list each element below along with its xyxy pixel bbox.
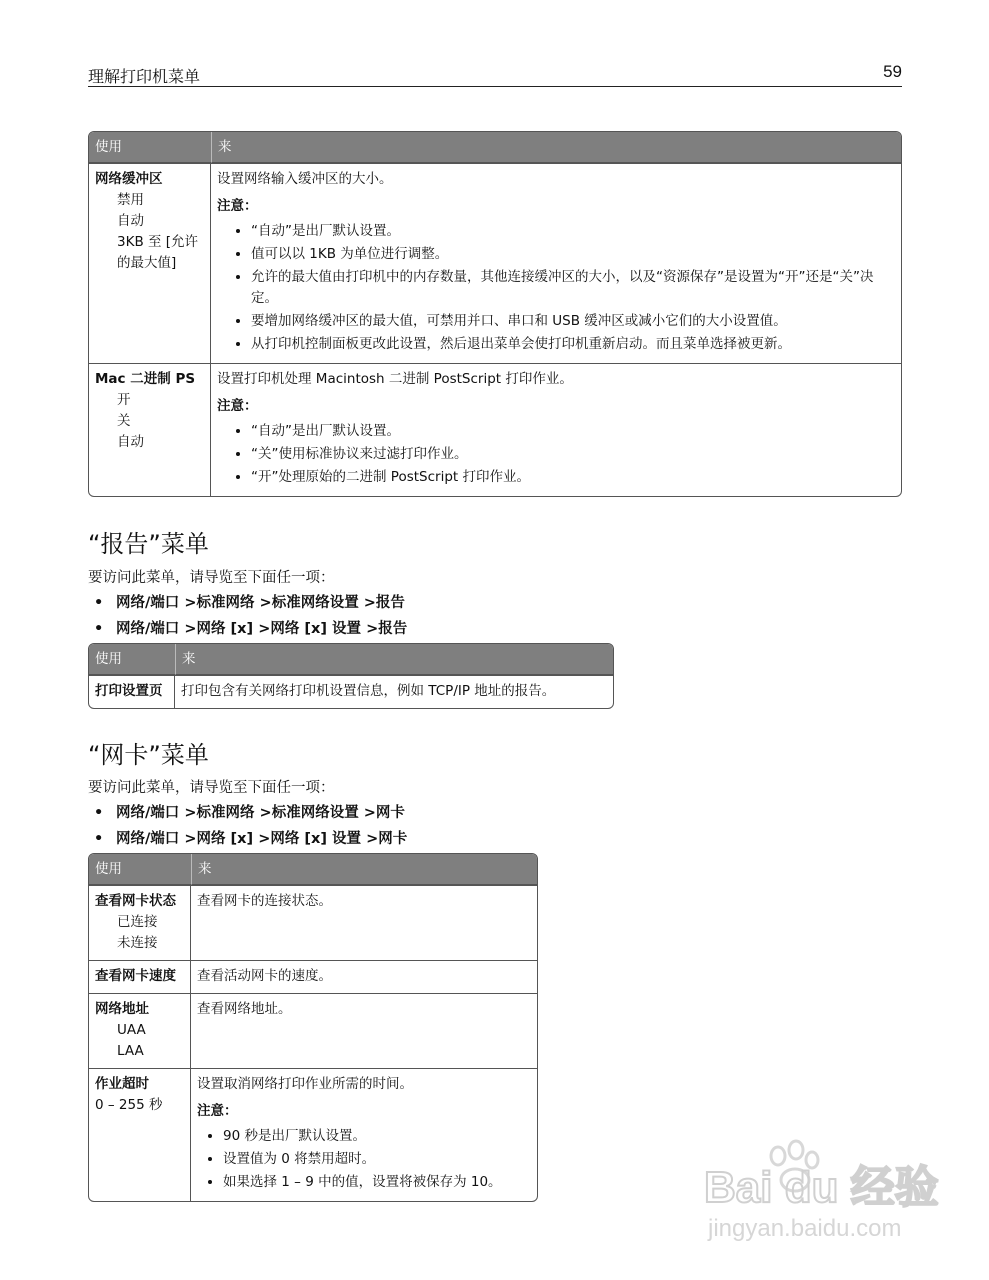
- nav-path-text: 网络/端口 >标准网络 >标准网络设置 >网卡: [116, 805, 405, 821]
- option: 自动: [117, 434, 144, 450]
- section-heading-reports: “报告”菜单: [88, 530, 209, 558]
- note-label: 注意：: [217, 398, 258, 414]
- setting-description: 设置网络输入缓冲区的大小。: [217, 171, 393, 187]
- setting-description: 打印包含有关网络打印机设置信息，例如 TCP/IP 地址的报告。: [181, 683, 556, 699]
- table-header-row: [89, 644, 613, 675]
- nav-path-text: 网络/端口 >标准网络 >标准网络设置 >报告: [116, 595, 405, 611]
- paw-logo-icon: [700, 1130, 940, 1250]
- option: 关: [117, 413, 131, 429]
- bullet-icon: •: [94, 595, 104, 611]
- nav-path: [94, 617, 407, 638]
- setting-name: Mac 二进制 PS: [95, 371, 196, 387]
- setting-name: 网络缓冲区: [95, 171, 163, 187]
- column-header-purpose: 来: [175, 644, 613, 675]
- list-item: • 值可以以 1KB 为单位进行调整。: [251, 244, 895, 265]
- option: 已连接: [117, 914, 158, 930]
- column-header-purpose: 来: [211, 132, 901, 163]
- notes-list: [217, 421, 895, 488]
- table-row: [89, 675, 613, 708]
- option: UAA: [117, 1022, 146, 1038]
- option: 自动: [117, 213, 144, 229]
- baidu-watermark: [700, 1130, 940, 1250]
- list-item: • 设置值为 0 将禁用超时。: [223, 1149, 531, 1170]
- table-row: [89, 993, 537, 1068]
- reports-table: [88, 643, 614, 709]
- setting-description: 设置打印机处理 Macintosh 二进制 PostScript 打印作业。: [217, 371, 573, 387]
- table-row: [89, 163, 901, 363]
- list-item: • “自动”是出厂默认设置。: [251, 221, 895, 242]
- option: 未连接: [117, 935, 158, 951]
- list-item: • 如果选择 1 – 9 中的值，设置将被保存为 10。: [223, 1172, 531, 1193]
- list-item: • “开”处理原始的二进制 PostScript 打印作业。: [251, 467, 895, 488]
- bullet-icon: •: [94, 621, 104, 637]
- page-header: [88, 58, 902, 87]
- section-intro: 要访问此菜单，请导览至下面任一项：: [88, 570, 335, 586]
- column-header-purpose: 来: [191, 854, 537, 885]
- setting-description: 查看活动网卡的速度。: [197, 968, 332, 984]
- nav-path-text: 网络/端口 >网络 [x] >网络 [x] 设置 >报告: [116, 621, 408, 637]
- note-label: 注意：: [197, 1103, 238, 1119]
- header-title: 理解打印机菜单: [88, 67, 201, 86]
- table-header-row: [89, 854, 537, 885]
- table-header-row: [89, 132, 901, 163]
- column-header-use: 使用: [89, 644, 175, 675]
- setting-name: 打印设置页: [95, 683, 163, 699]
- table-row: [89, 885, 537, 960]
- bullet-icon: •: [94, 831, 104, 847]
- watermark-brand: Bai du 经验: [704, 1163, 939, 1212]
- page-number: 59: [883, 62, 902, 81]
- list-item: • 允许的最大值由打印机中的内存数量，其他连接缓冲区的大小，以及“资源保存”是设置为“开”还是“关”决定。: [251, 267, 895, 309]
- table-row: [89, 960, 537, 993]
- list-item: • “关”使用标准协议来过滤打印作业。: [251, 444, 895, 465]
- list-item: • 90 秒是出厂默认设置。: [223, 1126, 531, 1147]
- option: 3KB 至 [允许的最大值]: [117, 234, 199, 271]
- column-header-use: 使用: [89, 132, 211, 163]
- nav-path-text: 网络/端口 >网络 [x] >网络 [x] 设置 >网卡: [116, 831, 408, 847]
- section-heading-nic: “网卡”菜单: [88, 741, 209, 769]
- setting-description: 设置取消网络打印作业所需的时间。: [197, 1076, 413, 1092]
- nav-path: [94, 591, 405, 612]
- setting-description: 查看网卡的连接状态。: [197, 893, 332, 909]
- bullet-icon: •: [94, 805, 104, 821]
- setting-description: 查看网络地址。: [197, 1001, 292, 1017]
- setting-range: 0 – 255 秒: [95, 1097, 163, 1113]
- setting-name: 查看网卡速度: [95, 968, 176, 984]
- list-item: • 要增加网络缓冲区的最大值，可禁用并口、串口和 USB 缓冲区或减小它们的大小设置值。: [251, 311, 895, 332]
- note-label: 注意：: [217, 198, 258, 214]
- list-item: • “自动”是出厂默认设置。: [251, 421, 895, 442]
- notes-list: [197, 1126, 531, 1193]
- watermark-url: jingyan.baidu.com: [708, 1215, 902, 1242]
- nic-table: [88, 853, 538, 1202]
- nav-path: [94, 801, 405, 822]
- option: 禁用: [117, 192, 144, 208]
- table-row: [89, 1068, 537, 1201]
- option: LAA: [117, 1043, 144, 1059]
- nav-path: [94, 827, 407, 848]
- section-intro: 要访问此菜单，请导览至下面任一项：: [88, 780, 335, 796]
- column-header-use: 使用: [89, 854, 191, 885]
- list-item: • 从打印机控制面板更改此设置，然后退出菜单会使打印机重新启动。而且菜单选择被更新。: [251, 334, 895, 355]
- option: 开: [117, 392, 131, 408]
- setting-name: 作业超时: [95, 1076, 149, 1092]
- setting-name: 查看网卡状态: [95, 893, 176, 909]
- network-settings-table: [88, 131, 902, 497]
- setting-name: 网络地址: [95, 1001, 149, 1017]
- notes-list: [217, 221, 895, 355]
- table-row: [89, 363, 901, 496]
